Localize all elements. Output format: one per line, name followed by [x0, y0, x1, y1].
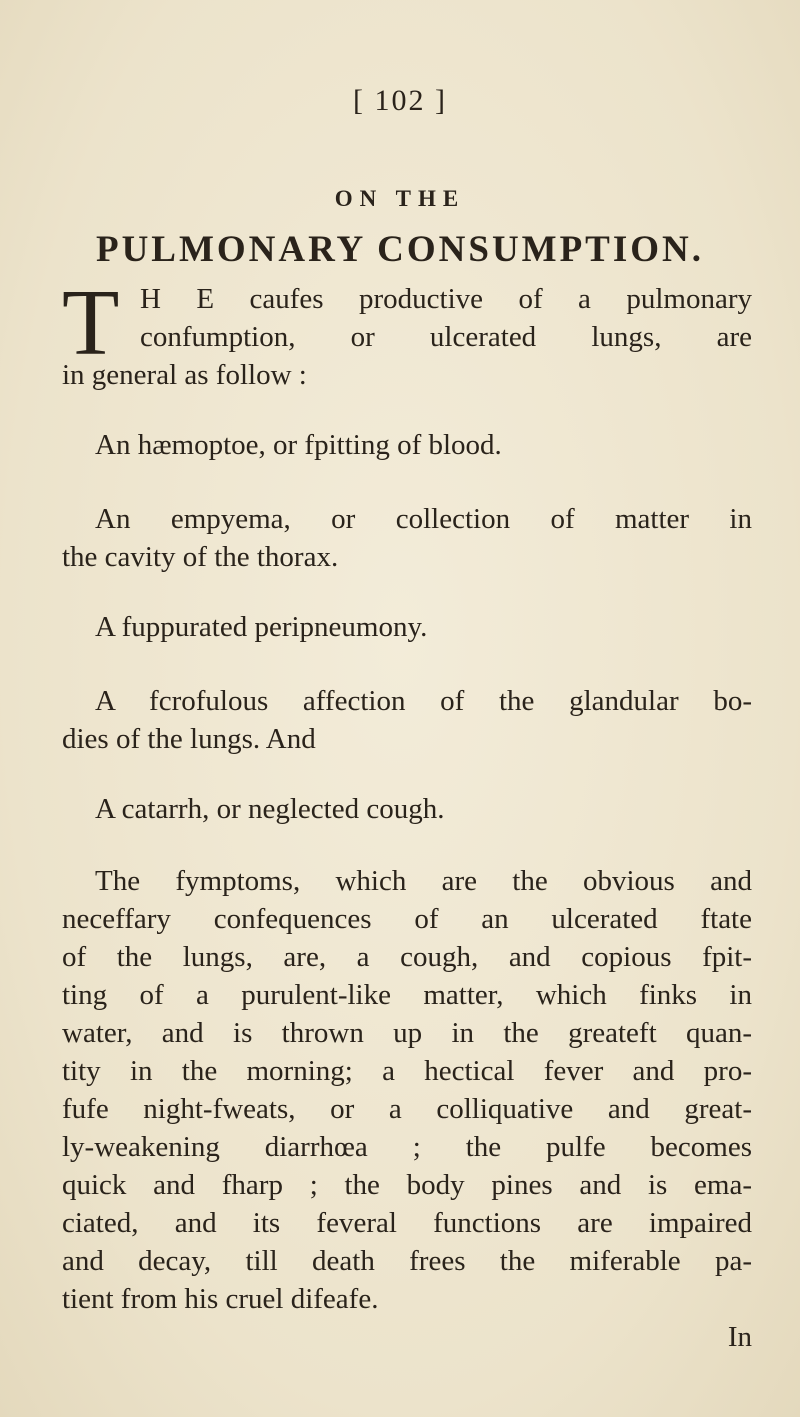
text-line: The fymptoms, which are the obvious and	[95, 865, 752, 897]
heading-on-the: ON THE	[334, 186, 466, 211]
text-line: of the lungs, are, a cough, and copious fpit-	[62, 941, 752, 973]
drop-cap: T	[62, 271, 120, 375]
text-line: the cavity of the thorax.	[62, 541, 339, 573]
text-line: tient from his cruel difeafe.	[62, 1283, 379, 1315]
text-line: A catarrh, or neglected cough.	[95, 793, 445, 825]
text-line: An empyema, or collection of matter in	[95, 503, 752, 535]
text-line: quick and fharp ; the body pines and is ema-	[62, 1169, 752, 1201]
chapter-title: PULMONARY CONSUMPTION.	[95, 229, 705, 270]
text-line: dies of the lungs. And	[62, 723, 316, 755]
text-line: ting of a purulent-like matter, which finks in	[62, 979, 752, 1011]
catchword: In	[727, 1321, 752, 1353]
text-line: and decay, till death frees the miferable pa-	[62, 1245, 752, 1277]
text-line: confumption, or ulcerated lungs, are	[140, 321, 752, 353]
text-line: A fuppurated peripneumony.	[95, 611, 428, 643]
text-line: ciated, and its feveral functions are impaired	[62, 1207, 752, 1239]
text-line: in general as follow :	[62, 359, 307, 391]
text-line: An hæmoptoe, or fpitting of blood.	[95, 429, 502, 461]
page-number: [ 102 ]	[353, 84, 447, 117]
text-line: fufe night-fweats, or a colliquative and great-	[62, 1093, 752, 1125]
text-line: tity in the morning; a hectical fever and pro-	[62, 1055, 752, 1087]
text-line: H E caufes productive of a pulmonary	[140, 283, 752, 315]
text-line: neceffary confequences of an ulcerated ftate	[62, 903, 752, 935]
text-line: ly-weakening diarrhœa ; the pulfe becomes	[62, 1131, 752, 1163]
text-line: water, and is thrown up in the greateft quan-	[62, 1017, 752, 1049]
text-line: A fcrofulous affection of the glandular bo-	[95, 685, 752, 717]
